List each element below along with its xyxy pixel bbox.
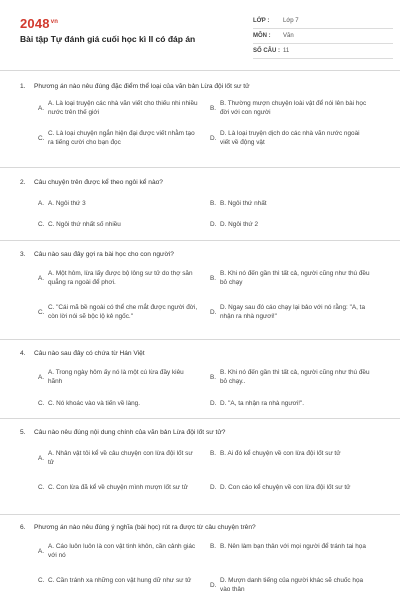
question-text (20, 428, 382, 437)
option-a[interactable] (38, 99, 198, 117)
option-letter: D. (210, 581, 217, 589)
divider (0, 70, 400, 71)
question-3 (20, 250, 382, 320)
document-title: Bài tập Tự đánh giá cuối học kì II có đáp án (20, 34, 196, 44)
option-text: C. Ngôi thứ nhất số nhiều (48, 221, 121, 228)
option-d[interactable] (210, 303, 370, 321)
option-b[interactable] (210, 542, 370, 551)
meta-table (253, 14, 393, 59)
option-letter: D. (210, 308, 217, 316)
question-number: 2. (20, 179, 26, 186)
meta-row-class (253, 14, 393, 29)
option-letter: C. (38, 400, 45, 407)
logo-suffix: vn (50, 18, 59, 25)
header (20, 14, 382, 74)
option-text: B. Ngôi thứ nhất (220, 200, 267, 207)
option-text: B. Nên làm bạn thân với mọi người để tránh tai họa (220, 543, 366, 550)
option-letter: A. (38, 373, 45, 381)
option-text: C. Con lừa đã kể về chuyện mình mượn lốt sư tử (48, 484, 188, 491)
option-c[interactable] (38, 399, 198, 408)
option-letter: A. (38, 200, 45, 207)
question-number: 5. (20, 429, 26, 436)
option-text: B. Thường mượn chuyện loài vật để nói lên bài học đời với con người (220, 100, 367, 116)
question-text (20, 523, 382, 532)
meta-value: Văn (283, 33, 294, 39)
option-text: A. Nhân vật tôi kể về câu chuyện con lừa đội lốt sư tử (48, 450, 193, 466)
option-c[interactable] (38, 483, 198, 492)
divider (0, 339, 400, 340)
option-a[interactable] (38, 368, 198, 386)
option-letter: A. (38, 104, 45, 112)
option-letter: B. (210, 200, 217, 207)
option-letter: C. (38, 484, 45, 491)
option-letter: A. (38, 547, 45, 555)
meta-value: Lớp 7 (283, 18, 299, 24)
option-letter: D. (210, 221, 217, 228)
meta-row-count (253, 44, 393, 59)
option-letter: B. (210, 104, 217, 112)
option-text: C. Cần tránh xa những con vật hung dữ như sư tử (48, 577, 192, 584)
meta-key: SỐ CÂU : (253, 48, 280, 54)
option-text: A. Một hôm, lừa lấy được bộ lông sư tử do thợ săn quẳng ra ngoài để phơi. (48, 270, 193, 286)
question-stem: Câu nào sau đây có chứa từ Hán Việt (34, 350, 145, 357)
meta-key: MÔN : (253, 33, 271, 39)
option-d[interactable] (210, 399, 370, 408)
question-stem: Câu chuyện trên được kể theo ngôi kể nào? (34, 179, 163, 186)
option-letter: D. (210, 134, 217, 142)
option-a[interactable] (38, 449, 198, 467)
option-a[interactable] (38, 542, 198, 560)
option-text: C. Nó khoác vào và tiến về làng. (48, 400, 141, 407)
meta-value: 11 (283, 48, 290, 54)
question-stem: Phương án nào nêu đúng đặc điểm thể loại của văn bản Lừa đội lốt sư tử (34, 83, 250, 90)
site-logo[interactable] (20, 16, 58, 31)
question-text (20, 82, 382, 91)
option-letter: C. (38, 308, 45, 316)
option-text: D. "A, ta nhận ra nhà ngươi!". (220, 400, 305, 407)
question-text (20, 178, 382, 187)
option-text: B. Khi nó đến gần thì tất cả, người cũng như thú đều bỏ chạy (220, 270, 370, 286)
option-text: C. Là loại chuyện ngắn hiện đại được viết nhằm tạo ra tiếng cười cho bạn đọc (48, 130, 195, 146)
option-text: A. Cáo luôn luôn là con vật tinh khôn, cần cảnh giác với nó (48, 543, 196, 559)
option-c[interactable] (38, 576, 198, 585)
option-text: A. Là loại truyện các nhà văn viết cho thiếu nhi nhiều nước trên thế giới (48, 100, 198, 116)
question-number: 3. (20, 251, 26, 258)
option-b[interactable] (210, 99, 370, 117)
option-d[interactable] (210, 483, 370, 492)
question-stem: Câu nào sau đây gợi ra bài học cho con người? (34, 251, 174, 258)
question-number: 4. (20, 350, 26, 357)
meta-key: LỚP : (253, 18, 270, 24)
option-letter: B. (210, 274, 217, 282)
option-text: A. Ngôi thứ 3 (48, 200, 86, 207)
option-letter: B. (210, 543, 217, 550)
meta-row-subject (253, 29, 393, 44)
option-text: C. "Cái mã bề ngoài có thể che mắt được người đời, còn lời nói sẽ bộc lộ kẻ ngốc." (48, 304, 198, 320)
option-letter: C. (38, 221, 45, 228)
option-text: B. Khi nó đến gần thì tất cả, người cũng như thú đều bỏ chạy.. (220, 369, 370, 385)
option-text: D. Ngôi thứ 2 (220, 221, 259, 228)
option-b[interactable] (210, 449, 370, 458)
option-letter: B. (210, 373, 217, 381)
option-a[interactable] (38, 269, 198, 287)
question-stem: Câu nào nêu đúng nội dung chính của văn bản Lừa đội lốt sư tử? (34, 429, 226, 436)
divider (0, 514, 400, 515)
option-b[interactable] (210, 269, 370, 287)
option-d[interactable] (210, 129, 370, 147)
option-letter: B. (210, 450, 217, 457)
question-2 (20, 178, 382, 228)
question-text (20, 349, 382, 358)
option-text: D. Mượn danh tiếng của người khác sẽ chuốc họa vào thân (220, 577, 364, 593)
question-text (20, 250, 382, 259)
option-c[interactable] (38, 129, 198, 147)
divider (0, 240, 400, 241)
option-letter: A. (38, 454, 45, 462)
question-5 (20, 428, 382, 491)
option-letter: D. (210, 400, 217, 407)
logo-text: 2048 (20, 16, 50, 31)
option-letter: A. (38, 274, 45, 282)
divider (0, 418, 400, 419)
divider (0, 167, 400, 168)
option-text: D. Ngay sau đó cáo chạy lại bảo với nó rằng: "A, ta nhận ra nhà ngươi!" (220, 304, 366, 320)
option-b[interactable] (210, 368, 370, 386)
option-letter: D. (210, 484, 217, 491)
option-b[interactable] (210, 199, 370, 208)
question-1 (20, 82, 382, 146)
option-c[interactable] (38, 303, 198, 321)
option-d[interactable] (210, 220, 370, 229)
question-number: 6. (20, 524, 26, 531)
question-number: 1. (20, 83, 26, 90)
option-text: D. Con cáo kể chuyện về con lừa đội lốt sư tử (220, 484, 351, 491)
question-6 (20, 523, 382, 593)
option-a[interactable] (38, 199, 198, 208)
option-c[interactable] (38, 220, 198, 229)
question-4 (20, 349, 382, 407)
option-text: B. Ai đó kể chuyện về con lừa đội lốt sư tử (220, 450, 341, 457)
option-d[interactable] (210, 576, 370, 594)
question-stem: Phương án nào nêu đúng ý nghĩa (bài học) rút ra được từ câu chuyện trên? (34, 524, 256, 531)
option-text: D. Là loại truyện dịch do các nhà văn nước ngoài viết về động vật (220, 130, 360, 146)
option-text: A. Trong ngày hôm ấy nó là một cú lừa đầy kiêu hãnh (48, 369, 184, 385)
option-letter: C. (38, 577, 45, 584)
option-letter: C. (38, 134, 45, 142)
